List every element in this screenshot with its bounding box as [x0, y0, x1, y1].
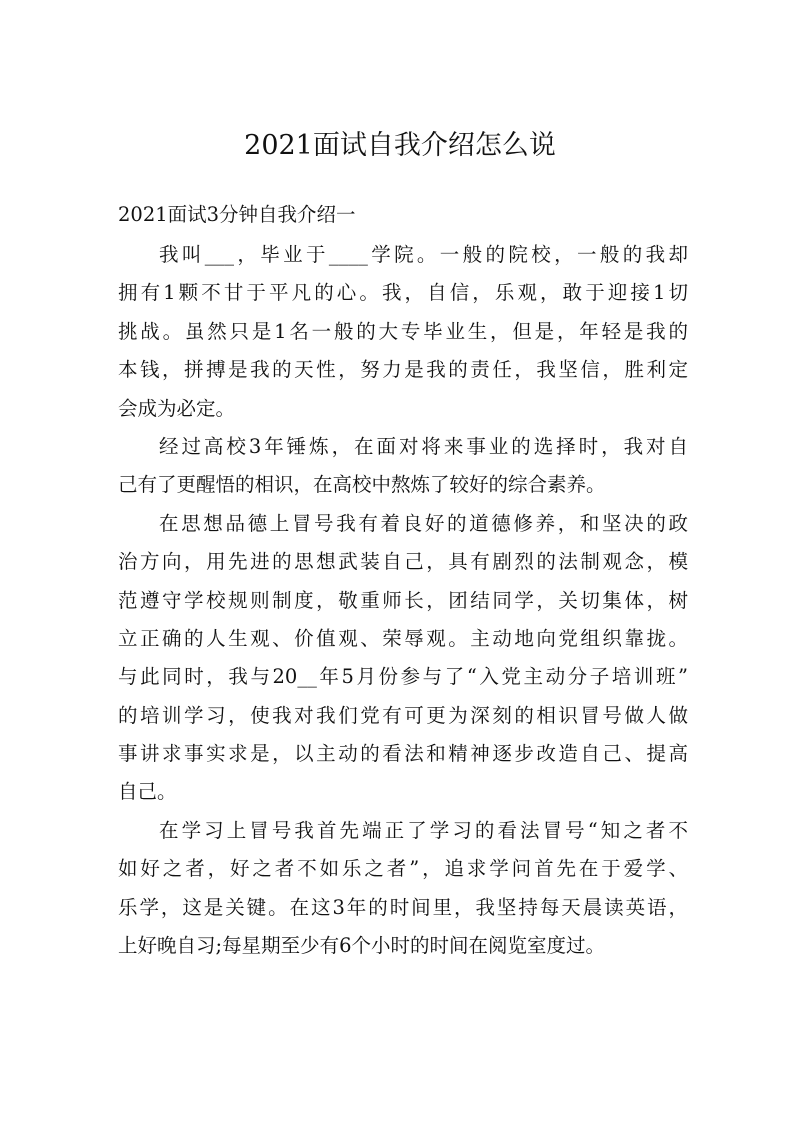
paragraph-line: 会成为必定。 — [118, 396, 236, 420]
paragraph-line: 如好之者，好之者不如乐之者”，追求学问首先在于爱学、 — [118, 857, 688, 881]
paragraph-line: 我叫___，毕业于____学院。一般的院校，一般的我却 — [159, 243, 688, 266]
paragraph-line: 范遵守学校规则制度，敬重师长，团结同学，关切集体，树 — [118, 588, 688, 612]
paragraph-line: 己有了更醒悟的相识，在高校中熬炼了较好的综合素养。 — [118, 473, 606, 497]
paragraph-line: 立正确的人生观、价值观、荣辱观。主动地向党组织靠拢。 — [118, 626, 688, 650]
paragraph-line: 的培训学习，使我对我们党有可更为深刻的相识冒号做人做 — [118, 703, 688, 727]
document-title: 2021面试自我介绍怎么说 — [244, 130, 556, 161]
section-heading: 2021面试3分钟自我介绍一 — [118, 203, 356, 226]
document-body — [118, 236, 688, 965]
paragraph-line: 挑战。虽然只是1名一般的大专毕业生，但是，年轻是我的 — [118, 319, 688, 343]
paragraph-line: 事讲求事实求是，以主动的看法和精神逐步改造自己、提高 — [118, 742, 688, 766]
paragraph-line: 在学习上冒号我首先端正了学习的看法冒号“知之者不 — [159, 818, 688, 842]
paragraph-line: 与此同时，我与20__年5月份参与了“入党主动分子培训班” — [118, 665, 688, 689]
paragraph-line: 经过高校3年锤炼，在面对将来事业的选择时，我对自 — [159, 434, 688, 458]
paragraph-line: 乐学，这是关键。在这3年的时间里，我坚持每天晨读英语， — [118, 895, 688, 919]
paragraph-line: 自己。 — [118, 780, 177, 804]
paragraph-line: 在思想品德上冒号我有着良好的道德修养，和坚决的政 — [159, 511, 688, 535]
paragraph-line: 拥有1颗不甘于平凡的心。我，自信，乐观，敢于迎接1切 — [118, 281, 688, 305]
paragraph-line: 治方向，用先进的思想武装自己，具有剧烈的法制观念，模 — [118, 550, 688, 574]
paragraph-line: 上好晚自习;每星期至少有6个小时的时间在阅览室度过。 — [118, 934, 605, 958]
paragraph-line: 本钱，拼搏是我的天性，努力是我的责任，我坚信，胜利定 — [118, 358, 688, 382]
